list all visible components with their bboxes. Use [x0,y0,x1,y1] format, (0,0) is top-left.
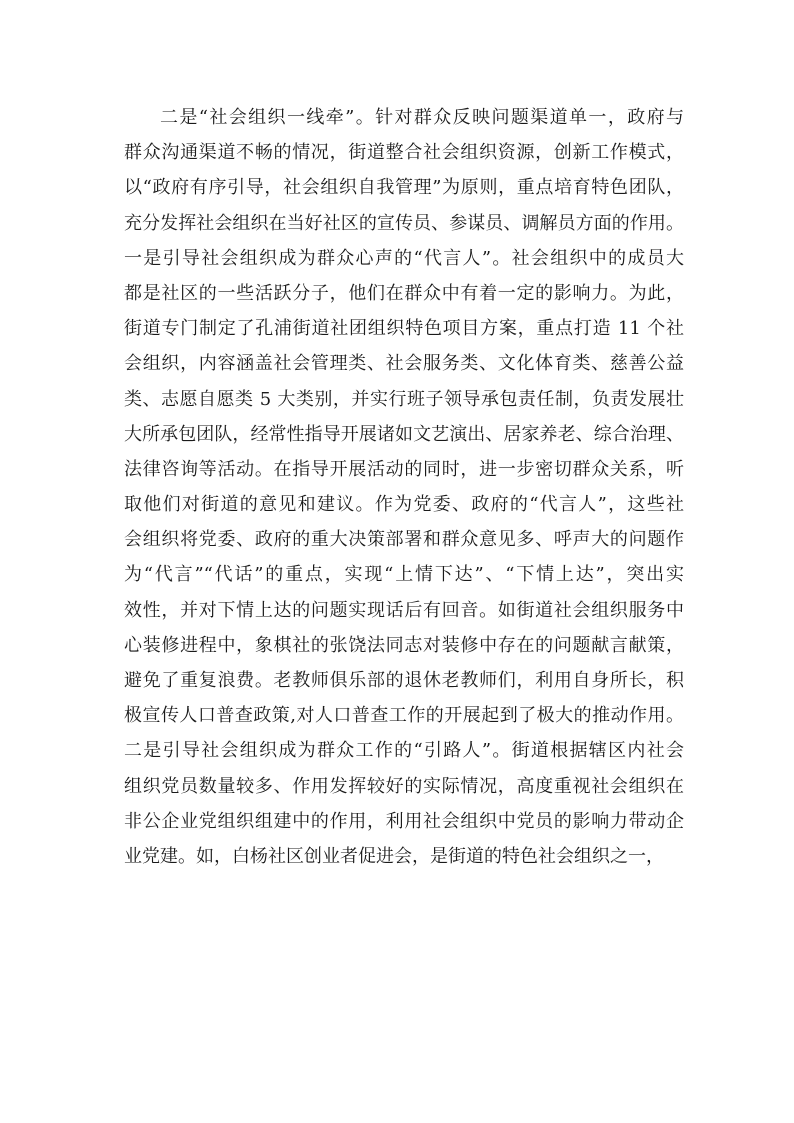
text-line: 以“政府有序引导，社会组织自我管理”为原则，重点培育特色团队， [124,177,684,199]
text-line: 组织党员数量较多、作用发挥较好的实际情况，高度重视社会组织在 [124,775,684,797]
text-line: 会组织，内容涵盖社会管理类、社会服务类、文化体育类、慈善公益 [124,353,684,375]
text-line: 取他们对街道的意见和建议。作为党委、政府的“代言人”，这些社 [124,494,684,516]
text-line: 充分发挥社会组织在当好社区的宣传员、参谋员、调解员方面的作用。 [124,212,684,234]
text-line: 大所承包团队，经常性指导开展诸如文艺演出、居家养老、综合治理、 [124,423,684,445]
text-line: 街道专门制定了孔浦街道社团组织特色项目方案，重点打造 11 个社 [124,318,684,340]
text-line: 群众沟通渠道不畅的情况，街道整合社会组织资源，创新工作模式， [124,142,684,164]
text-line: 非公企业党组织组建中的作用，利用社会组织中党员的影响力带动企 [124,810,684,832]
text-line: 业党建。如，白杨社区创业者促进会，是街道的特色社会组织之一， [124,845,664,867]
text-line: 二是“社会组织一线牵”。针对群众反映问题渠道单一，政府与 [160,107,684,128]
text-line: 效性，并对下情上达的问题实现话后有回音。如街道社会组织服务中 [124,599,684,621]
text-line: 极宣传人口普查政策,对人口普查工作的开展起到了极大的推动作用。 [124,705,684,727]
text-line: 二是引导社会组织成为群众工作的“引路人”。街道根据辖区内社会 [124,740,684,762]
text-line: 避免了重复浪费。老教师俱乐部的退休老教师们，利用自身所长，积 [124,670,684,691]
body-text [124,100,684,874]
text-line: 类、志愿自愿类 5 大类别，并实行班子领导承包责任制，负责发展壮 [124,388,684,410]
text-line: 会组织将党委、政府的重大决策部署和群众意见多、呼声大的问题作 [124,529,684,551]
text-line: 都是社区的一些活跃分子，他们在群众中有着一定的影响力。为此， [124,282,684,304]
text-line: 法律咨询等活动。在指导开展活动的同时，进一步密切群众关系，听 [124,458,684,480]
text-line: 一是引导社会组织成为群众心声的“代言人”。社会组织中的成员大 [124,247,684,269]
text-line: 为“代言”“代话”的重点，实现“上情下达”、“下情上达”，突出实 [124,564,684,586]
text-line: 心装修进程中，象棋社的张饶法同志对装修中存在的问题献言献策， [124,634,684,656]
